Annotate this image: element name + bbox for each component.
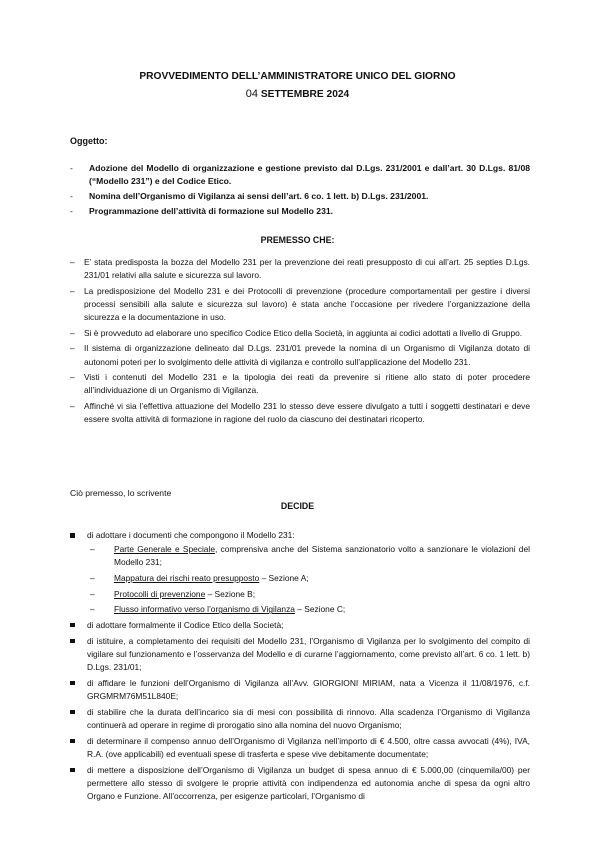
decide-heading: DECIDE — [280, 501, 315, 511]
decide-list — [70, 529, 530, 806]
decide-item: di adottare formalmente il Codice Etico della Società; — [70, 619, 530, 632]
bullet-square-icon — [70, 533, 75, 538]
decide-item: di determinare il compenso annuo dell’Organismo di Vigilanza nell’importo di € 4.500, oltre cassa avvocati (4%), IVA, R.A. (ove applicabili) ed eventuali spese di trasferta e spese vive debitamente documentate; — [70, 735, 530, 761]
decide-item: di affidare le funzioni dell’Organismo di Vigilanza all’Avv. GIORGIONI MIRIAM, nata a Vicenza il 11/08/1976, c.f. GRGMRM76M51L840E; — [70, 677, 530, 703]
document-link: Flusso informativo verso l’organismo di Vigilanza — [114, 604, 295, 615]
decide-item: di adottare i documenti che compongono il Modello 231: – Parte Generale e Speciale, comprensiva anche del Sistema sanzionatorio volto a sanzionare le violazioni del Modello 231; – Mappatura dei rischi reato presupposto – Sezione A; – Protocolli di prevenzione – Sezione B; – Flusso informativo verso l’organismo di Vigilanza – Sezione C; — [70, 529, 530, 616]
decide-item: di istituire, a completamento dei requisiti del Modello 231, l’Organismo di Vigilanza per lo svolgimento del compito di vigilare sul funzionamento e l’osservanza del Modello e di curarne l’aggiornamento, come previsto all’art. 6 co. 1 lett. b) D.Lgs. 231/01; — [70, 635, 530, 675]
date-day: 04 — [245, 88, 259, 100]
modello-document-item: – Protocolli di prevenzione – Sezione B; — [90, 588, 256, 599]
bullet-square-icon — [70, 639, 75, 644]
oggetto-item: - Programmazione dell’attività di formazione sul Modello 231. — [70, 206, 334, 216]
premesso-item: – Visti i contenuti del Modello 231 e la tipologia dei reati da prevenire si ritiene allo stato di poter procedere all’individuazione di un Organismo di Vigilanza. — [70, 372, 530, 396]
bullet-square-icon — [70, 681, 75, 686]
bullet-square-icon — [70, 623, 75, 628]
document-link: Parte Generale e Speciale — [114, 544, 215, 555]
premesso-item: – Il sistema di organizzazione delineato dal D.Lgs. 231/01 prevede la nomina di un Organismo di Vigilanza dotato di autonomi poteri per lo svolgimento delle attività di vigilanza e controllo sull’applicazione del Modello 231. — [70, 343, 530, 367]
cio-premesso-text: Ciò premesso, lo scrivente — [70, 488, 172, 498]
premesso-list — [70, 256, 530, 429]
modello-document-item: – Flusso informativo verso l’organismo di Vigilanza – Sezione C; — [90, 604, 346, 615]
date-month-year: SETTEMBRE 2024 — [260, 89, 350, 100]
decide-item: di stabilire che la durata dell’incarico sia di mesi con possibilità di rinnovo. Alla scadenza l’Organismo di Vigilanza continuerà ad operare in regime di prorogatio sino alla nomina del nuovo Organismo; — [70, 706, 530, 732]
oggetto-label: Oggetto: — [70, 136, 108, 146]
document-link: Mappatura dei rischi reato presupposto — [114, 573, 260, 583]
modello-document-item: – Parte Generale e Speciale, comprensiva anche del Sistema sanzionatorio volto a sanzionare le violazioni del Modello 231; — [90, 544, 530, 568]
premesso-item: – Si è provveduto ad elaborare uno specifico Codice Etico della Società, in aggiunta ai codici adottati a livello di Gruppo. — [70, 327, 523, 338]
document-link: Protocolli di prevenzione — [114, 588, 206, 599]
bullet-square-icon — [70, 739, 75, 744]
modello-documents-list — [87, 543, 530, 616]
document-title — [0, 70, 595, 84]
bullet-square-icon — [70, 710, 75, 715]
modello-document-item: – Mappatura dei rischi reato presupposto – Sezione A; — [90, 573, 309, 583]
title-line-1: PROVVEDIMENTO DELL’AMMINISTRATORE UNICO DEL GIORNO — [139, 71, 456, 82]
document-date — [0, 87, 595, 102]
premesso-item: – La predisposizione del Modello 231 e dei Protocolli di prevenzione (procedure comportamentali per gestire i diversi processi sensibili alla salute e sicurezza sul lavoro) è stata anche l’occasione per rivedere l’organizzazione della sicurezza e la documentazione in uso. — [70, 285, 530, 323]
oggetto-item: - Adozione del Modello di organizzazione e gestione previsto dal D.Lgs. 231/2001 e dall’art. 30 D.Lgs. 81/08 (“Modello 231”) e del Codice Etico. — [70, 163, 530, 186]
bullet-square-icon — [70, 768, 75, 773]
oggetto-list — [70, 162, 530, 220]
oggetto-item: - Nomina dell’Organismo di Vigilanza ai sensi dell’art. 6 co. 1 lett. b) D.Lgs. 231/2001. — [70, 191, 429, 201]
premesso-item: – E’ stata predisposta la bozza del Modello 231 per la prevenzione dei reati presupposto di cui all’art. 25 septies D.Lgs. 231/01 relativi alla salute e sicurezza sul lavoro. — [70, 257, 530, 281]
premesso-item: – Affinché vi sia l’effettiva attuazione del Modello 231 lo stesso deve essere divulgato a tutti i soggetti destinatari e deve essere svolta attività di formazione in ragione del ruolo da ciascuno dei destinatari ricoperto. — [70, 400, 530, 425]
decide-item: di mettere a disposizione dell’Organismo di Vigilanza un budget di spesa annuo di € 5.000,00 (cinquemila/00) per permettere allo stesso di svolgere le proprie attività con indipendenza ed autonomia anche di spesa da ogni altro Organo e Funzione. All’occorrenza, per esigenze particolari, l’Organismo di — [70, 764, 530, 804]
premesso-heading: PREMESSO CHE: — [260, 235, 335, 245]
